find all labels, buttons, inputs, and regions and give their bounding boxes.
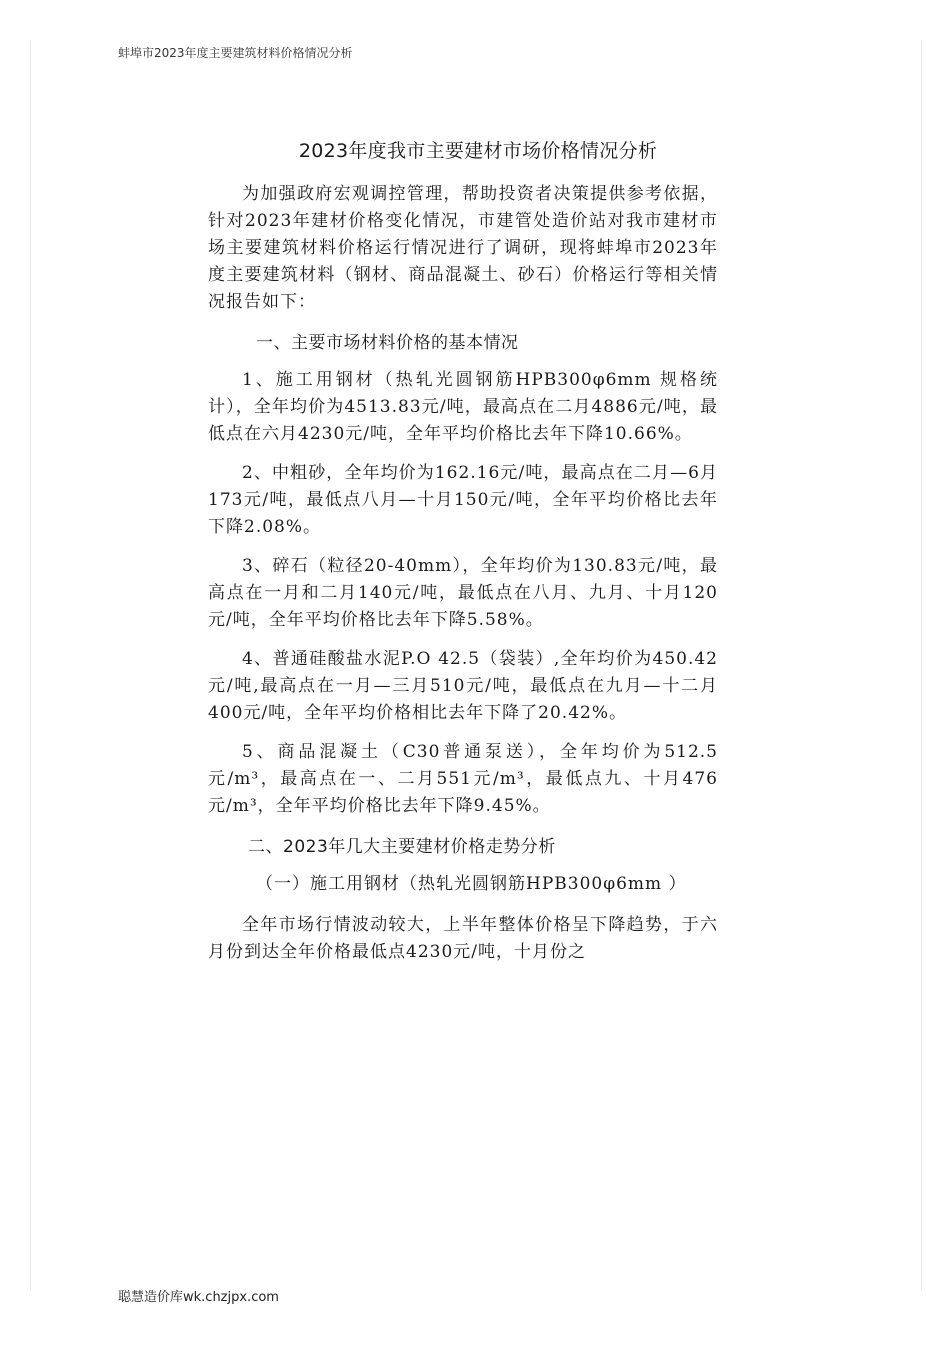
trend-paragraph: 全年市场行情波动较大，上半年整体价格呈下降趋势，于六月份到达全年价格最低点4230元/吨，十月份之 xyxy=(208,915,718,962)
section-heading-1: 一、主要市场材料价格的基本情况 xyxy=(256,333,519,353)
price-item-concrete: 5、商品混凝土（C30普通泵送），全年均价为512.5元/m³，最高点在一、二月551元/m³，最低点九、十月476元/m³，全年平均价格比去年下降9.45%。 xyxy=(208,742,718,816)
sub-heading-steel: （一）施工用钢材（热轧光圆钢筋HPB300φ6mm ） xyxy=(256,874,687,894)
section-heading-2: 二、2023年几大主要建材价格走势分析 xyxy=(248,837,556,857)
document-title: 2023年度我市主要建材市场价格情况分析 xyxy=(298,140,658,162)
intro-paragraph: 为加强政府宏观调控管理，帮助投资者决策提供参考依据，针对2023年建材价格变化情况，市建管处造价站对我市建材市场主要建筑材料价格运行情况进行了调研，现将蚌埠市2023年度主要建筑材料（钢材、商品混凝土、砂石）价格运行等相关情况报告如下： xyxy=(208,184,718,312)
running-footer: 聪慧造价库wk.chzjpx.com xyxy=(118,1290,279,1305)
price-item-steel: 1、施工用钢材（热轧光圆钢筋HPB300φ6mm 规格统计），全年均价为4513.83元/吨，最高点在二月4886元/吨，最低点在六月4230元/吨，全年平均价格比去年下降10.66%。 xyxy=(208,370,718,444)
price-item-cement: 4、普通硅酸盐水泥P.O 42.5（袋装）,全年均价为450.42元/吨,最高点在一月—三月510元/吨，最低点在九月—十二月400元/吨，全年平均价格相比去年下降了20.42%。 xyxy=(208,649,718,723)
running-header: 蚌埠市2023年度主要建筑材料价格情况分析 xyxy=(118,46,353,60)
price-item-gravel: 3、碎石（粒径20-40mm），全年均价为130.83元/吨，最高点在一月和二月140元/吨，最低点在八月、九月、十月120元/吨，全年平均价格比去年下降5.58%。 xyxy=(208,556,718,630)
document-body xyxy=(208,136,718,978)
price-item-sand: 2、中粗砂，全年均价为162.16元/吨，最高点在二月—6月173元/吨，最低点八月—十月150元/吨，全年平均价格比去年下降2.08%。 xyxy=(208,463,718,537)
